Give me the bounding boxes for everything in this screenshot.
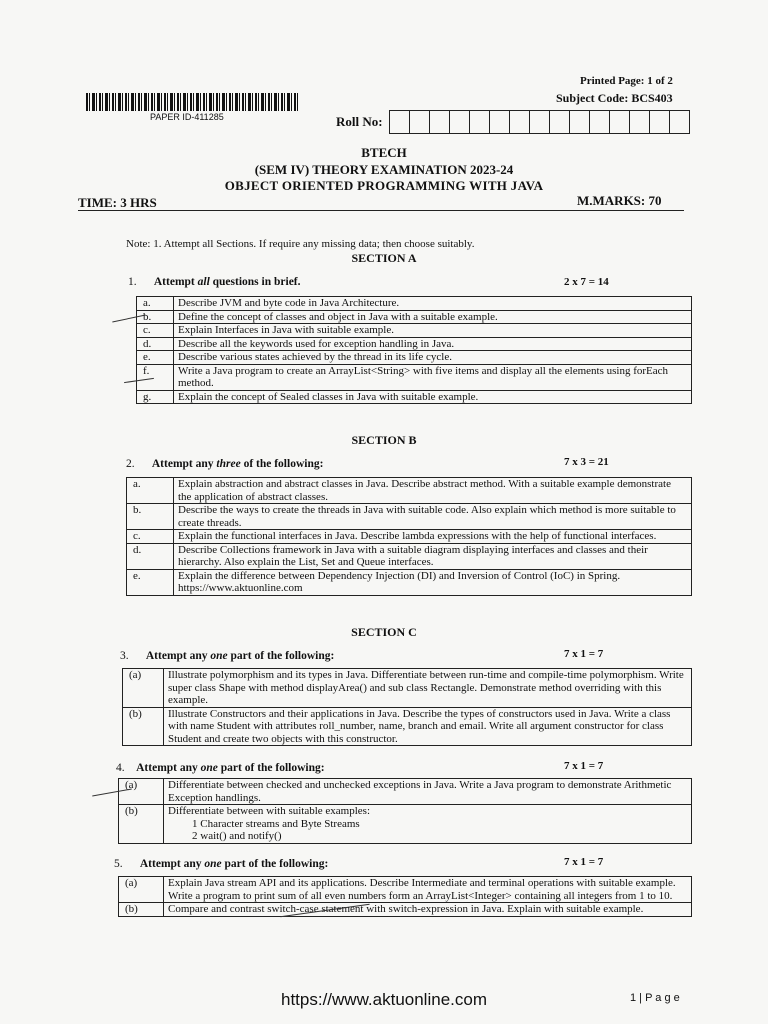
- q2-heading: 2. Attempt any three of the following:: [126, 458, 324, 470]
- table-row: b. Describe the ways to create the threads in Java with suitable code. Also explain which method is more suitable to create threads.: [127, 504, 692, 530]
- table-row: (a) Explain Java stream API and its applications. Describe Intermediate and terminal operations with suitable example. Write a program to print sum of all even numbers form an ArrayList<Integer> containing all integers from 1 to 10.: [119, 877, 692, 903]
- q3-marks: 7 x 1 = 7: [564, 648, 604, 660]
- max-marks: M.MARKS: 70: [577, 193, 662, 208]
- table-row: d. Describe all the keywords used for exception handling in Java.: [137, 337, 692, 351]
- q1-heading: 1. Attempt all questions in brief.: [128, 276, 301, 288]
- printed-page: Printed Page: 1 of 2: [580, 75, 673, 87]
- footer-url: https://www.aktuonline.com: [281, 990, 487, 1009]
- barcode: [86, 93, 300, 111]
- q4-table: [118, 778, 692, 844]
- q1-marks: 2 x 7 = 14: [564, 276, 609, 288]
- q5-heading: 5. Attempt any one part of the following:: [114, 858, 329, 870]
- q4-marks: 7 x 1 = 7: [564, 760, 604, 772]
- program-title: BTECH: [361, 145, 407, 160]
- roll-number-field: [336, 110, 690, 134]
- paper-id: PAPER ID-411285: [150, 112, 224, 122]
- table-row: c. Explain the functional interfaces in Java. Describe lambda expressions with the help of functional interfaces.: [127, 530, 692, 544]
- section-b-title: SECTION B: [351, 433, 417, 447]
- subject-code: Subject Code: BCS403: [556, 91, 673, 105]
- section-a-table: [136, 296, 692, 404]
- table-row: (b) Differentiate between with suitable examples: 1 Character streams and Byte Streams 2 wait() and notify(): [119, 805, 692, 844]
- course-title: OBJECT ORIENTED PROGRAMMING WITH JAVA: [224, 178, 544, 193]
- section-a-title: SECTION A: [351, 251, 417, 265]
- table-row: g. Explain the concept of Sealed classes in Java with suitable example.: [137, 390, 692, 404]
- exam-note: Note: 1. Attempt all Sections. If require any missing data; then choose suitably.: [126, 238, 475, 250]
- roll-no-label: Roll No:: [336, 114, 383, 129]
- table-row: (a) Illustrate polymorphism and its types in Java. Differentiate between run-time and compile-time polymorphism. Write super class Shape with method displayArea() and sub class Rectangle. Demonstrate method overriding with this example.: [123, 669, 692, 708]
- table-row: a. Describe JVM and byte code in Java Architecture.: [137, 297, 692, 311]
- page-number: 1 | P a g e: [630, 992, 680, 1004]
- table-row: c. Explain Interfaces in Java with suitable example.: [137, 324, 692, 338]
- roll-number-boxes: [389, 110, 690, 134]
- table-row: a. Explain abstraction and abstract classes in Java. Describe abstract method. With a suitable example demonstrate the application of abstract classes.: [127, 478, 692, 504]
- q5-table: [118, 876, 692, 917]
- table-row: (a) Differentiate between checked and unchecked exceptions in Java. Write a Java program to demonstrate Arithmetic Exception handlings.: [119, 779, 692, 805]
- table-row: f. Write a Java program to create an ArrayList<String> with five items and display all the elements using forEach method.: [137, 364, 692, 390]
- table-row: e. Explain the difference between Dependency Injection (DI) and Inversion of Control (IoC) in Spring. https://www.aktuonline.com: [127, 569, 692, 595]
- q3-table: [122, 668, 692, 746]
- table-row: (b) Compare and contrast switch-case statement with switch-expression in Java. Explain with suitable example.: [119, 903, 692, 917]
- time-allowed: TIME: 3 HRS: [78, 195, 157, 210]
- header-rule: [78, 210, 684, 211]
- q3-heading: 3. Attempt any one part of the following:: [120, 650, 335, 662]
- q5-marks: 7 x 1 = 7: [564, 856, 604, 868]
- table-row: (b) Illustrate Constructors and their applications in Java. Describe the types of constructors used in Java. Write a class with name Student with attributes roll_number, name, branch and email. Write all argument constructor for class Student and create two objects with this constructor.: [123, 707, 692, 746]
- q4-heading: 4. Attempt any one part of the following:: [116, 762, 325, 774]
- exam-title: (SEM IV) THEORY EXAMINATION 2023-24: [254, 162, 514, 177]
- section-b-table: [126, 477, 692, 596]
- table-row: b. Define the concept of classes and object in Java with a suitable example.: [137, 310, 692, 324]
- q2-marks: 7 x 3 = 21: [564, 456, 609, 468]
- section-c-title: SECTION C: [351, 625, 417, 639]
- table-row: d. Describe Collections framework in Java with a suitable diagram displaying interfaces and classes and their hierarchy. Also explain the List, Set and Queue interfaces.: [127, 543, 692, 569]
- table-row: e. Describe various states achieved by the thread in its life cycle.: [137, 351, 692, 365]
